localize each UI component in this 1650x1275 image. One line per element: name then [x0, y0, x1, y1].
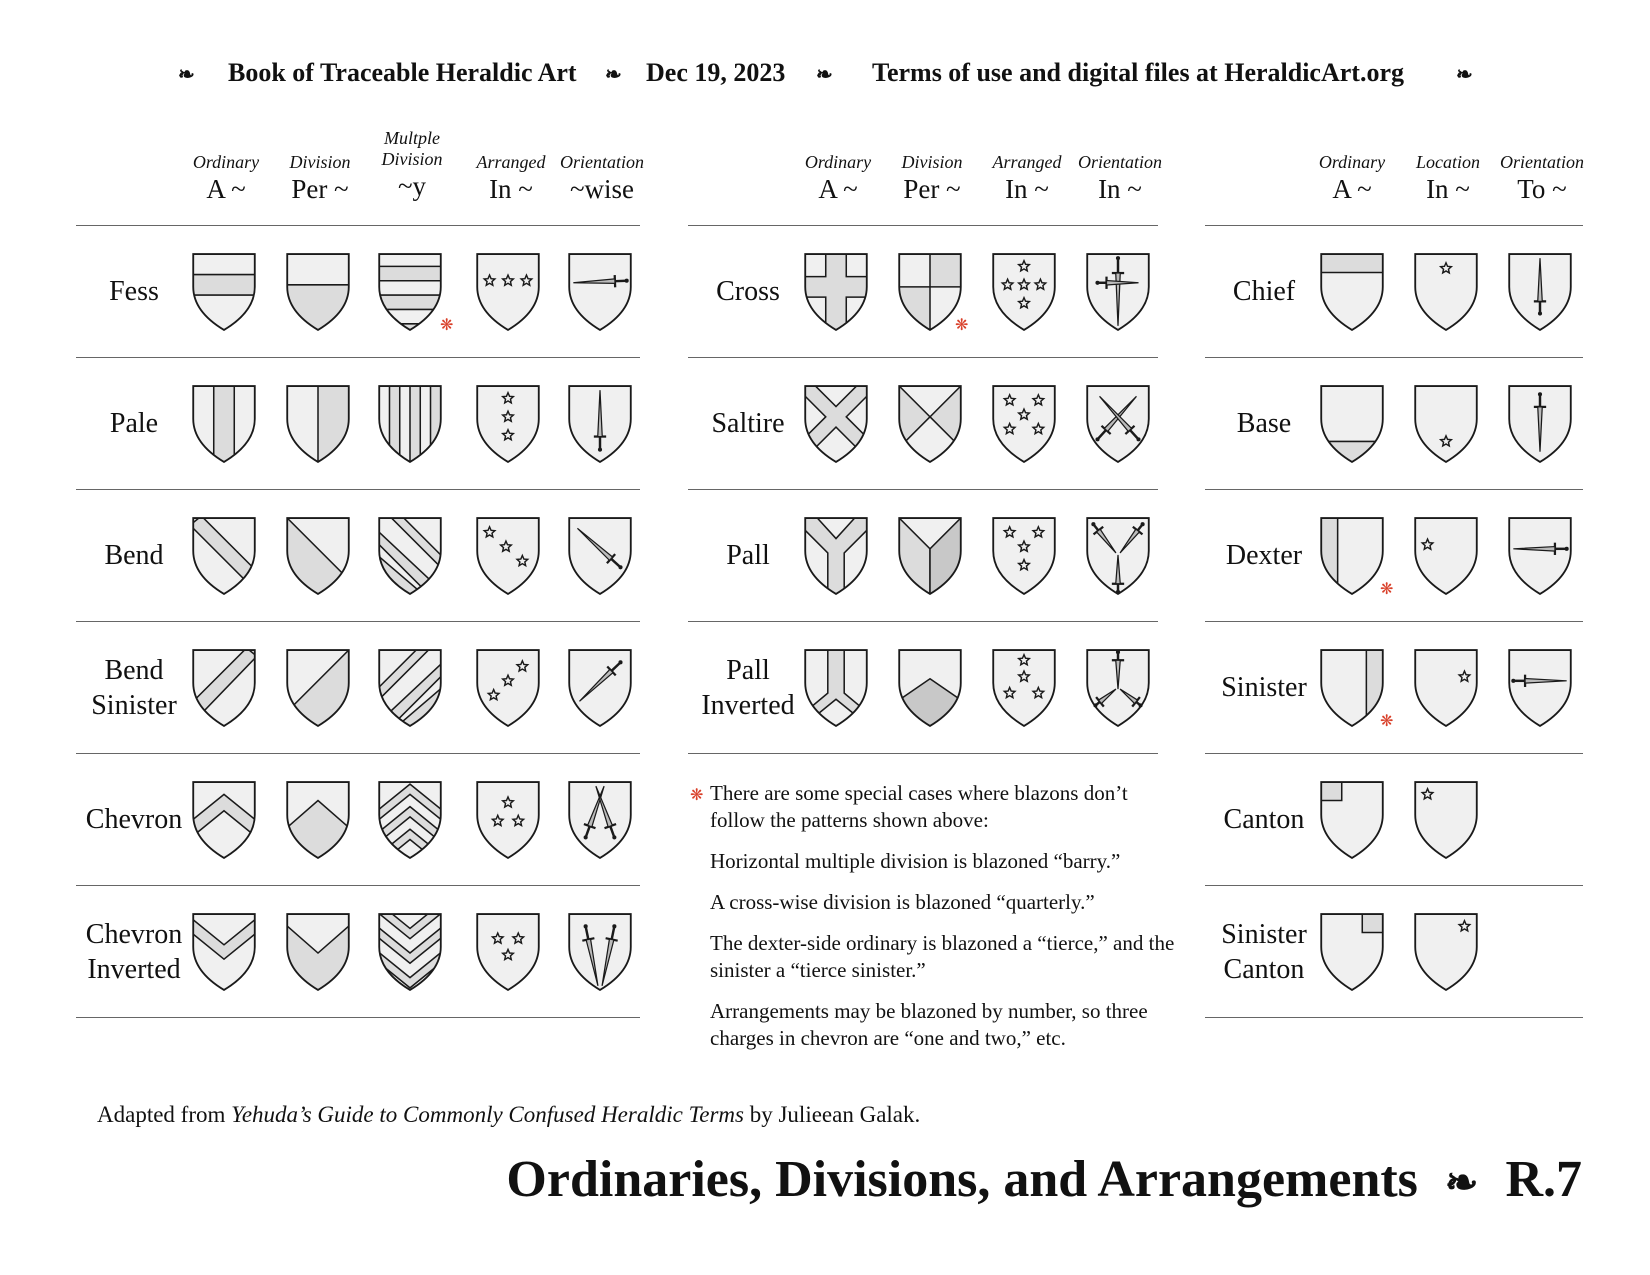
shield-palli-a-icon — [991, 648, 1057, 728]
col-header-orientation: Orientation To ~ — [1500, 152, 1584, 204]
shield-chief-w-icon — [1507, 252, 1573, 332]
col-header-ordinary: Ordinary A ~ — [804, 152, 872, 204]
col-header-arranged: Arranged In ~ — [992, 152, 1062, 204]
shield-cross-w-icon — [1085, 252, 1151, 332]
shield-chief-o-icon — [1319, 252, 1385, 332]
shield-bend-o-icon — [191, 516, 257, 596]
asterisk-icon: ❋ — [440, 315, 454, 334]
shield-chevi-a-icon — [475, 912, 541, 992]
shield-cross-a-icon — [991, 252, 1057, 332]
fleuron-icon: ❧ — [816, 64, 833, 86]
shield-bend-a-icon — [475, 516, 541, 596]
shield-bs-m-icon — [377, 648, 443, 728]
shield-cross-d-icon — [897, 252, 963, 332]
row-label-dexter: Dexter — [1225, 540, 1303, 571]
shield-sinis-w-icon — [1507, 648, 1573, 728]
row-label-chief: Chief — [1232, 276, 1296, 307]
fleuron-icon: ❧ — [605, 64, 622, 86]
page-header — [0, 58, 1650, 98]
row-divider — [688, 753, 1158, 754]
shield-chev-a-icon — [475, 780, 541, 860]
shield-bend-m-icon — [377, 516, 443, 596]
shield-fess-m-icon — [377, 252, 443, 332]
shield-salt-d-icon — [897, 384, 963, 464]
row-label-sinister: Sinister — [1221, 672, 1307, 703]
note-number: Arrangements may be blazoned by number, so three charges in chevron are “one and two,” etc. — [710, 999, 1148, 1050]
shield-pale-a-icon — [475, 384, 541, 464]
col-header-arranged: Arranged In ~ — [476, 152, 546, 204]
row-divider — [1205, 225, 1583, 226]
row-divider — [76, 885, 640, 886]
shield-pale-d-icon — [285, 384, 351, 464]
source-title: Yehuda’s Guide to Commonly Confused Heraldic Terms — [231, 1102, 744, 1127]
row-divider — [1205, 489, 1583, 490]
fleuron-icon: ❧ — [178, 64, 195, 86]
note-tierce: The dexter-side ordinary is blazoned a “tierce,” and the sinister a “tierce sinister.” — [710, 931, 1175, 982]
shield-dext-o-icon — [1319, 516, 1385, 596]
shield-palli-d-icon — [897, 648, 963, 728]
header-date: Dec 19, 2023 — [646, 58, 786, 87]
shield-fess-o-icon — [191, 252, 257, 332]
page-number: R.7 — [1505, 1151, 1582, 1208]
shield-bs-d-icon — [285, 648, 351, 728]
shield-cross-o-icon — [803, 252, 869, 332]
fleuron-icon: ❧ — [1444, 1160, 1479, 1205]
page-title: Ordinaries, Divisions, and Arrangements ❧ R.7 — [506, 1151, 1582, 1208]
terms-link[interactable]: Terms of use and digital files at HeraldicArt.org — [872, 58, 1404, 87]
shield-chevi-w-icon — [567, 912, 633, 992]
col-header-location: Location In ~ — [1415, 152, 1480, 204]
shield-dext-w-icon — [1507, 516, 1573, 596]
shield-chev-o-icon — [191, 780, 257, 860]
row-label-bend-sinister: Bend Sinister — [91, 655, 177, 721]
col-header-ordinary: Ordinary A ~ — [1318, 152, 1386, 204]
shield-chevi-d-icon — [285, 912, 351, 992]
book-title: Book of Traceable Heraldic Art — [228, 58, 577, 87]
shield-pall-d-icon — [897, 516, 963, 596]
col-header-orientation: Orientation ~wise — [560, 152, 644, 204]
shield-bend-w-icon — [567, 516, 633, 596]
shield-salt-o-icon — [803, 384, 869, 464]
shield-chief-a-icon — [1413, 252, 1479, 332]
notes-block — [710, 780, 1180, 1066]
row-divider — [76, 621, 640, 622]
col-header-ordinary: Ordinary A ~ — [192, 152, 260, 204]
row-label-pale: Pale — [109, 408, 159, 439]
shield-fess-w-icon — [567, 252, 633, 332]
row-divider — [688, 225, 1158, 226]
shield-pale-w-icon — [567, 384, 633, 464]
row-divider — [1205, 1017, 1583, 1018]
shield-bs-a-icon — [475, 648, 541, 728]
shield-chev-m-icon — [377, 780, 443, 860]
col-header-division: Division Per ~ — [289, 152, 351, 204]
col-header-orientation: Orientation In ~ — [1078, 152, 1162, 204]
credit-line: Adapted from Yehuda’s Guide to Commonly Confused Heraldic Terms by Julieean Galak. — [97, 1102, 921, 1127]
row-label-bend: Bend — [104, 540, 164, 571]
row-divider — [76, 1017, 640, 1018]
shield-pale-m-icon — [377, 384, 443, 464]
fleuron-icon: ❧ — [1456, 64, 1473, 86]
asterisk-icon: ❋ — [1380, 711, 1394, 730]
shield-chev-w-icon — [567, 780, 633, 860]
row-divider — [688, 489, 1158, 490]
shield-bs-o-icon — [191, 648, 257, 728]
row-label-canton: Canton — [1223, 804, 1305, 835]
shield-bs-w-icon — [567, 648, 633, 728]
row-label-sinister-canton: Sinister Canton — [1221, 919, 1307, 985]
shield-canton-o-icon — [1319, 780, 1385, 860]
row-divider — [76, 753, 640, 754]
shield-sinis-o-icon — [1319, 648, 1385, 728]
row-divider — [1205, 753, 1583, 754]
shield-fess-a-icon — [475, 252, 541, 332]
shield-pall-w-icon — [1085, 516, 1151, 596]
row-divider — [76, 357, 640, 358]
note-intro: There are some special cases where blazons don’t follow the patterns shown above: — [710, 781, 1128, 832]
asterisk-icon: ❋ — [955, 315, 969, 334]
asterisk-icon: ❋ — [690, 785, 704, 804]
row-divider — [1205, 621, 1583, 622]
row-divider — [688, 357, 1158, 358]
row-label-cross: Cross — [716, 276, 780, 307]
shield-palli-o-icon — [803, 648, 869, 728]
shield-canton-a-icon — [1413, 780, 1479, 860]
shield-base-w-icon — [1507, 384, 1573, 464]
row-label-fess: Fess — [109, 276, 159, 307]
row-divider — [1205, 357, 1583, 358]
shield-scanton-a-icon — [1413, 912, 1479, 992]
shield-base-o-icon — [1319, 384, 1385, 464]
shield-dext-a-icon — [1413, 516, 1479, 596]
shield-fess-d-icon — [285, 252, 351, 332]
col-header-division: Division Per ~ — [901, 152, 963, 204]
asterisk-icon: ❋ — [1380, 579, 1394, 598]
shield-chevi-o-icon — [191, 912, 257, 992]
shield-pale-o-icon — [191, 384, 257, 464]
row-label-pall-inverted: Pall Inverted — [701, 655, 795, 721]
row-divider — [1205, 885, 1583, 886]
note-barry: Horizontal multiple division is blazoned “barry.” — [710, 849, 1121, 873]
shield-pall-a-icon — [991, 516, 1057, 596]
row-divider — [76, 225, 640, 226]
note-quarterly: A cross-wise division is blazoned “quarterly.” — [710, 890, 1095, 914]
row-label-pall: Pall — [726, 540, 770, 571]
row-divider — [76, 489, 640, 490]
row-label-chevron: Chevron — [85, 804, 183, 835]
shield-salt-a-icon — [991, 384, 1057, 464]
row-divider — [688, 621, 1158, 622]
row-label-chevron-inverted: Chevron Inverted — [85, 919, 183, 985]
shield-scanton-o-icon — [1319, 912, 1385, 992]
row-label-saltire: Saltire — [711, 408, 785, 439]
row-label-base: Base — [1236, 408, 1292, 439]
col-header-multiple-division: Multple Division ~y — [381, 128, 443, 201]
shield-palli-w-icon — [1085, 648, 1151, 728]
shield-chev-d-icon — [285, 780, 351, 860]
shield-bend-d-icon — [285, 516, 351, 596]
shield-base-a-icon — [1413, 384, 1479, 464]
shield-sinis-a-icon — [1413, 648, 1479, 728]
shield-salt-w-icon — [1085, 384, 1151, 464]
shield-pall-o-icon — [803, 516, 869, 596]
shield-chevi-m-icon — [377, 912, 443, 992]
